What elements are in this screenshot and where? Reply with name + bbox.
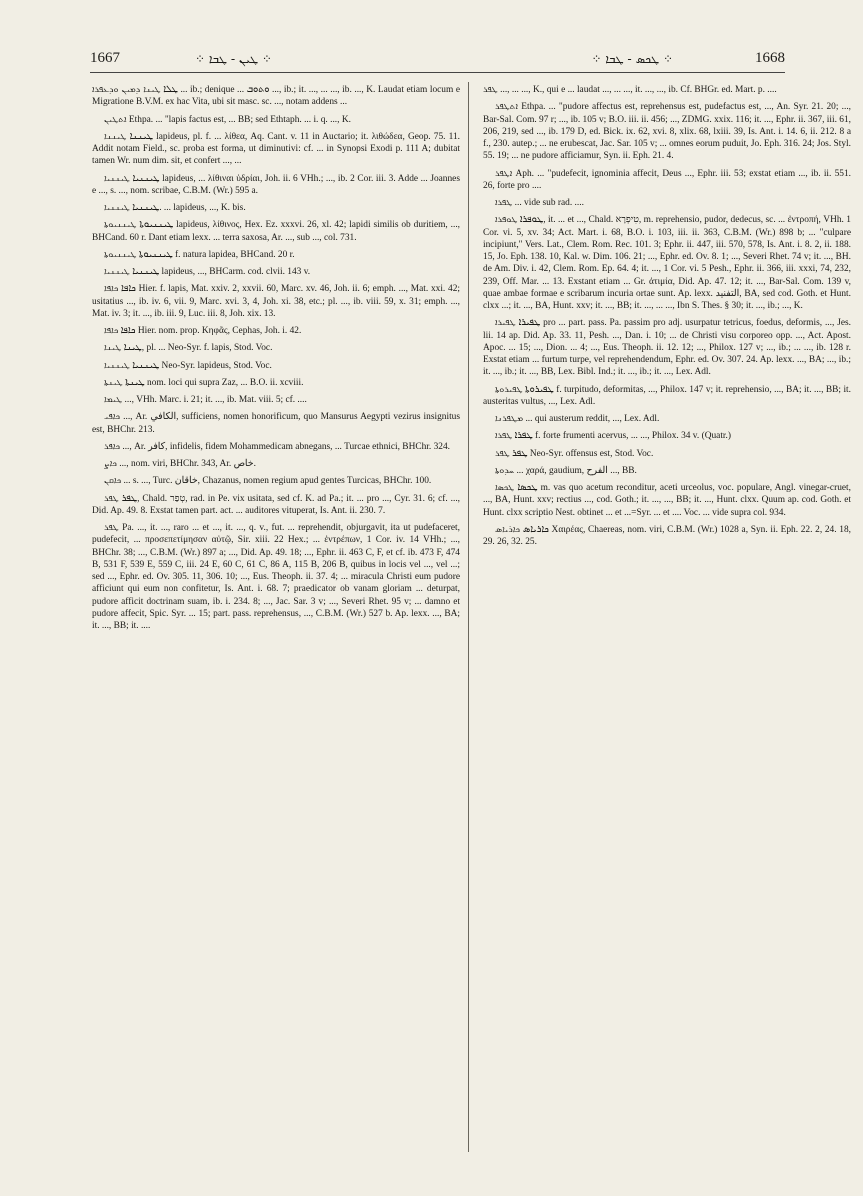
- dictionary-entry: [483, 448, 851, 460]
- entry-text: ܛܝܢܢܝܐ lapideus, ..., BHCarm. cod. clvii. 143 v.: [132, 267, 311, 277]
- entry-headword: ܐܛܦܪ: [495, 168, 513, 179]
- entry-headword: ܟܐܩܢ: [104, 476, 122, 487]
- dictionary-entry: [483, 168, 851, 193]
- left-running-head: ⁘ ܛܝܢ - ܛܒܐ ⁘: [195, 52, 272, 66]
- entry-headword: ܛܦܪ: [495, 448, 510, 459]
- dictionary-entry: [92, 394, 460, 406]
- entry-text: ..., Ar. كافر, infidelis, fidem Mohammedicam abnegans, ... Turcae ethnici, BHChr. 324.: [122, 441, 450, 452]
- entry-headword: ܟܐܦܪ: [104, 441, 121, 452]
- dictionary-entry: [483, 214, 851, 312]
- entry-headword: ܟܐܨ: [104, 459, 117, 469]
- entry-text: ..., Ar. الكافي, sufficiens, nomen honorificum, quo Mansurus Aegypti vezirus insignitus est, BHChr. 213.: [92, 412, 460, 435]
- entry-headword: ܛܝܢܢܐ: [104, 131, 127, 142]
- entry-headword: ܡܛܦܪܢܐ: [495, 414, 524, 424]
- entry-headword: ܛܝܢܢܝܐ: [104, 360, 130, 371]
- dictionary-entry: [92, 114, 460, 126]
- entry-headword: ܛܝܢܬܐ: [104, 377, 123, 388]
- entry-headword: ܛܝܡܐ: [104, 395, 123, 405]
- dictionary-entry: [92, 475, 460, 487]
- dictionary-entry: [483, 465, 851, 477]
- entry-headword: ܟܐܦܝ: [104, 412, 121, 423]
- entry-text: ܛܦܝܪܐ pro ... part. pass. Pa. passim pro adj. usurpatur tetricus, foedus, deformis, ..., Jes. lii. 14 ap. Did. Ap. 33. 11, Pesh. ..., Dan. i. 10; ... de Christi visu corporeo opp. ..., Act. Apost. Apoc. ... 15; ..., Dion. ... 4; ..., Eus. Theoph. ii. 12. 12; ..., Philox. 127 v; ..., ib.; ... ..., ib. 128 r. Exstat etiam ... furtum turpe, vel reprehendendum, Ephr. ed. Ov. 307. 24. Ap. lexx. ..., BA; ..., ib.; it. ..., ib.; it. ..., BB, Lex. Bibl. Ind.; it. ..., ib.; it. ..., Lex. Adl.: [483, 318, 851, 378]
- entry-text: ܛܦܪ Neo-Syr. offensus est, Stod. Voc.: [512, 448, 654, 459]
- entry-text: Ethpa. ... "lapis factus est, ... BB; sed Ethtaph. ... i. q. ..., K.: [128, 114, 351, 125]
- dictionary-entry: [483, 384, 851, 409]
- entry-text: ... χαρά, gaudium, الفرح ..., BB.: [516, 465, 637, 476]
- dictionary-entry: [92, 493, 460, 518]
- entry-headword: ܛܦܪܐ: [495, 198, 513, 208]
- entry-text: ..., VHh. Marc. i. 21; it. ..., ib. Mat. viii. 5; cf. ....: [124, 395, 307, 405]
- dictionary-entry: [483, 84, 851, 96]
- entry-headword: ܟܐܦܐ: [104, 326, 119, 336]
- entry-headword: ܛܦܪܐ: [495, 431, 513, 442]
- entry-text: ܛܝܢܢܝܐ lapideus, ... λίθιναι ὑδρίαι, Joh. ii. 6 VHh.; ..., ib. 2 Cor. iii. 3. Adde ... Joannes e ..., s. ..., nom. scribae, C.B.M. (Wr.) 595 a.: [92, 173, 460, 196]
- entry-text: Ethpa. ... "pudore affectus est, reprehensus est, pudefactus est, ..., An. Syr. 21. 20; ..., Bar-Sal. Com. 97 r; ..., ib. 105 v; B.O. iii. ii. 456; ..., ZDMG. xxix. 116; it. ..., Ephr. ii. 367, iii. 61, 206, 219, sed ..., ib. 179 D, ed. Bick. ix. 62, xvi. 8, xlix. 68, lxiii. 39, Is. Ant. i. 14. 6, ii. 212. 8 a f., 230. autep.; ... ne erubescat, Jac. Sar. 105 v; ... omnes eorum puduit, Jo. Eph. 316. 24; Jos. Styl. 55. 19; ... ne pudore afficiamur, Syn. ii. Eph. 21. 4.: [483, 102, 851, 162]
- entry-headword: ܛܝܢܐ: [104, 343, 122, 354]
- entry-text: ܛܝܢܢܝܘܬܐ f. natura lapidea, BHCand. 20 r.: [138, 249, 295, 260]
- right-running-head: ⁘ ܛܟܣ - ܛܒܐ ⁘: [591, 52, 673, 66]
- right-page-number: 1668: [755, 50, 785, 66]
- entry-headword: ܛܝܢܢܝܐ: [104, 267, 130, 277]
- left-page-number: 1667: [90, 50, 120, 66]
- dictionary-entry: [92, 266, 460, 278]
- page-header: [90, 50, 785, 74]
- entry-text: ... vide sub rad. ....: [514, 198, 584, 208]
- entry-headword: ܛܝܢܢܝܐ: [104, 203, 130, 213]
- entry-text: ... s. ..., Turc. خاقان, Chazanus, nomen regium apud gentes Turcicas, BHChr. 100.: [123, 476, 432, 487]
- entry-text: Aph. ... "pudefecit, ignominia affecit, Deus ..., Ephr. iii. 53; exstat etiam ..., ib. ii. 551. 26, forte pro ....: [483, 168, 851, 191]
- entry-text: ..., ... ..., K., qui e ... laudat ..., ... ..., it. ..., ..., ib. Cf. BHGr. ed. Mart. p. ....: [500, 85, 777, 95]
- entry-headword: ܟܐܪܝܐܣ: [495, 524, 521, 535]
- header-rule: [90, 72, 785, 73]
- entry-headword: ܛܟܣܐ: [495, 483, 515, 493]
- right-column: [483, 84, 851, 1150]
- entry-headword: ܛܦܝܪܘܬܐ: [495, 384, 523, 395]
- dictionary-entry: [92, 219, 460, 244]
- dictionary-entry: [483, 482, 851, 519]
- dictionary-entry: [92, 173, 460, 198]
- entry-headword: ܟܐܦܐ: [104, 284, 119, 295]
- entry-headword: ܛܦܪ: [104, 523, 119, 533]
- dictionary-entry: [483, 430, 851, 442]
- entry-headword: ܛܘܦܪܐ: [495, 215, 518, 226]
- entry-headword: ܛܝܢܢܝܐ: [104, 173, 130, 184]
- entry-headword: ܛܝܢܐ ܕܡܝܢ ܘܕܥܦܪܐ: [92, 85, 161, 95]
- dictionary-entry: [92, 360, 460, 372]
- dictionary-entry: [92, 249, 460, 261]
- entry-text: ܛܘܦܪܐ, it. ... et ..., Chald. טִיפְרָא, m. reprehensio, pudor, dedecus, sc. ... ἐντροπή, VHh. 1 Cor. vi. 5, xv. 34; Act. Mart. i. 68, B.O. i. 103, iii. ii. 363, C.B.M. (Wr.) 898 b; ... "culpare incipiunt," Vers. Lat., Clem. Rom. Rec. 101. 3; Ephr. ii. 447, iii. 570, 578, Is. Ant. i. 8. 2, ii. 188. 15, Jo. Eph. 138. 10, Kal. w. Dim. 106. 21; ..., Ephr. ed. Ov. 8. 1; ..., Severi Rhet. 74 v; it. ..., BH. de Am. Div. i. 42, Clem. Rom. Ep. 64. 4; it. ..., 1 Cor. vi. 5 Pesh., Ephr. ii. 366, iii. xxxi, 74, 232, 239, Off. Mar. ... 13. Exstant etiam ... Gr. ἀτιμία, Did. Ap. 47. 12; it. ..., Bar-Sal. Com. 139 v, quae ambae formae e scribarum incuria ortae sunt. Ap. lexx. التفنيد, BA, sed cod. Goth. et Hunt. clxx ...; it. ..., BA, Hunt. xxv; it. ..., BB; it. ..., ... ..., Ibn S. Thes. § 30; it. ..., ib.; ..., K.: [483, 215, 851, 311]
- entry-text: ܛܟܣܐ m. vas quo acetum reconditur, aceti urceolus, voc. populare, Angl. vinegar-cruet, ..., BA, Hunt. xxv; rectius ..., cod. Goth.; it. ..., ..., BB; it. ..., Hunt. clxx. Quum ap. cod. Goth. et Hunt. clxx scriptio Nest. obtinet ... et ...=Syr. ... et .... Voc. ... vide supra col. 934.: [483, 483, 851, 518]
- dictionary-entry: [92, 441, 460, 453]
- entry-text: ܛܝܢܢܐ lapideus, pl. f. ... λίθεα, Aq. Cant. v. 11 in Auctario; it. λιθώδεα, Geop. 75. 11. Addit notam Field., sc. proba est forma, ut diminutivi: cf. ... in Synopsi Exodi p. 111 A; dubitat tamen Wr. num dim. sit, et confert ..., ...: [92, 131, 460, 167]
- dictionary-entry: [483, 413, 851, 425]
- entry-headword: ܛܝܢܢܝܘܬܐ: [104, 220, 137, 231]
- entry-text: ܛܝܢܢܝܘܬܐ lapideus, λίθινος, Hex. Ez. xxxvi. 26, xl. 42; lapidi similis ob duritiem, ..., BHCand. 60 r. Dant etiam lexx. ... terra saxosa, Ar. ..., sub ..., col. 731.: [92, 220, 460, 243]
- dictionary-entry: [483, 197, 851, 209]
- column-divider: [468, 82, 469, 1152]
- entry-headword: ܐܬܛܦܪ: [495, 102, 519, 113]
- entry-text: ܛܦܪܐ f. forte frumenti acervus, ... ..., Philox. 34 v. (Quatr.): [514, 431, 731, 442]
- dictionary-entry: [483, 524, 851, 549]
- dictionary-entry: [92, 202, 460, 214]
- left-column: [92, 84, 460, 1150]
- dictionary-entry: [92, 131, 460, 168]
- entry-text: ܛܠܐ ... ib.; denique ... ܘܬܘܒ ..., ib.; it. ..., ... ..., ib. ..., K. Laudat etiam locum e Migratione B.V.M. ex hac Vita, ubi sit masc. sc. ..., notam addens ...: [92, 85, 460, 108]
- entry-text: ܛܝܢܬܐ nom. loci qui supra Zaz, ... B.O. ii. xcviii.: [125, 377, 304, 388]
- entry-text: ܛܦܪ, Chald. טְפַר, rad. in Pe. vix usitata, sed cf. K. ad Pa.; it. ... pro ..., Cyr. 31. 6; cf. ..., Did. Ap. 49. 8. Exstat tamen part. act. ... auditores vituperat, Is. Ant. ii. 230. 7.: [92, 493, 460, 516]
- entry-text: ..., nom. viri, BHChr. 343, Ar. خاص.: [119, 459, 256, 469]
- dictionary-entry: [92, 325, 460, 337]
- dictionary-entry: [92, 522, 460, 632]
- entry-text: ... qui austerum reddit, ..., Lex. Adl.: [525, 414, 660, 424]
- entry-text: ܛܝܢܢܝܐ. ... lapideus, ..., K. bis.: [132, 203, 246, 213]
- entry-text: ܟܐܪܝܐܣ Χαιρέας, Chaereas, nom. viri, C.B.M. (Wr.) 1028 a, Syn. ii. Eph. 22. 2, 24. 18, 29. 26, 32. 25.: [483, 524, 851, 547]
- entry-headword: ܚܕܘܬܐ: [495, 465, 515, 476]
- dictionary-entry: [92, 377, 460, 389]
- dictionary-entry: [92, 283, 460, 320]
- entry-text: ܟܐܦܐ Hier. f. lapis, Mat. xxiv. 2, xxvii. 60, Marc. xv. 46, Joh. ii. 6; emph. ..., Mat. xxi. 42; usitatius ..., ib. iv. 6, vii. 9, Marc. xvi. 3, 4, Joh. xi. 38, etc.; pl. ..., ib. viii. 59, x. 31; emph. ..., Mat. iv. 3; it. ..., ib. iii. 9, Luc. iii. 8, Joh. xix. 13.: [92, 284, 460, 319]
- dictionary-entry: [92, 411, 460, 436]
- entry-text: Pa. ..., it. ..., raro ... et ..., it. ..., q. v., fut. ... reprehendit, objurgavit, ita ut pudefaceret, pudefecit, ... προσεπετίμησαν αὐτῷ, Sir. xiii. 22 Hex.; ... ἐντρέπων, 1 Cor. iv. 14 VHh.; ..., BHChr. 38; ..., C.B.M. (Wr.) 897 a; ..., Did. Ap. 49. 18; ..., Ephr. ii. 463 C, F, et cf. ib. 473 F, 474 B, 531 F, 539 E, 559 C, iii. 24 E, 60 C, 61 C, 86 A, 115 B, 206 B, quibus in locis vel ..., vel ...; sed ..., Ephr. ed. Ov. 305. 11, 306. 10; ..., Eus. Theoph. ii. 37. 4; ... miracula Christi eum pudore afficiunt qui eum non confitetur, Is. Ant. i. 68. 7; praedicator ob vanam gloriam ... deturpat, pudore afficit doctrinam suam, ib. i. 234. 8; ..., Jac. Sar. 3 v; ..., Severi Rhet. 95 v; ... damno et pudore affecit, Spic. Syr. ... 15; part. pass. reprehensus, ..., C.B.M. (Wr.) 527 b. Ap. lexx. ..., BA; it. ..., BB; it. ....: [92, 523, 460, 631]
- dictionary-entry: [92, 342, 460, 354]
- entry-headword: ܐܬܛܝܢ: [104, 114, 127, 125]
- dictionary-entry: [483, 317, 851, 378]
- entry-headword: ܛܦܪ: [483, 85, 498, 95]
- dictionary-entry: [92, 458, 460, 470]
- entry-text: ܟܐܦܐ Hier. nom. prop. Κηφᾶς, Cephas, Joh. i. 42.: [120, 326, 302, 336]
- dictionary-entry: [483, 101, 851, 162]
- entry-text: ܛܝܢܢܝܐ Neo-Syr. lapideus, Stod. Voc.: [132, 360, 272, 371]
- entry-headword: ܛܦܝܪܐ: [495, 318, 516, 329]
- entry-text: ܛܝܢܐ, pl. ... Neo-Syr. f. lapis, Stod. Voc.: [123, 343, 273, 354]
- dictionary-entry: [92, 84, 460, 109]
- entry-text: ܛܦܝܪܘܬܐ f. turpitudo, deformitas, ..., Philox. 147 v; it. reprehensio, ..., BA; it. ..., BB; it. austeritas vultus, ..., Lex. Adl.: [483, 384, 851, 407]
- entry-headword: ܛܝܢܢܝܘܬܐ: [104, 249, 137, 260]
- entry-headword: ܛܦܪ: [104, 493, 119, 504]
